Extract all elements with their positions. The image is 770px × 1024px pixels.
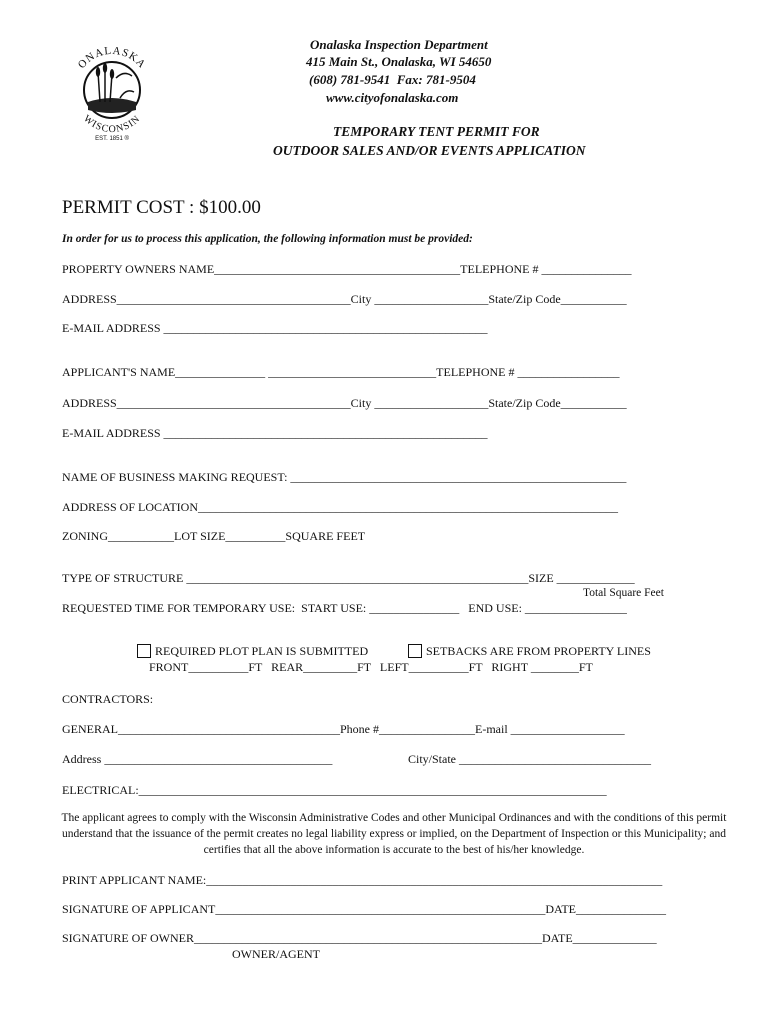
seal-bottom-text: WISCONSIN xyxy=(81,113,143,136)
instructions-text: In order for us to process this application, the following information must be provided: xyxy=(62,233,473,245)
svg-text:WISCONSIN xyxy=(81,113,143,135)
applicant-address-field[interactable]: ADDRESS_______________________________________City ___________________State/Zip Code___________ xyxy=(62,396,627,410)
owner-name-field[interactable]: PROPERTY OWNERS NAME_________________________________________TELEPHONE # _______________ xyxy=(62,262,632,276)
seal-est-text: EST. 1851 ® xyxy=(95,136,129,142)
owner-email-field[interactable]: E-MAIL ADDRESS ______________________________________________________ xyxy=(62,321,488,335)
setback-dimensions-field[interactable]: FRONT__________FT REAR_________FT LEFT__________FT RIGHT ________FT xyxy=(149,660,593,674)
plot-plan-label: REQUIRED PLOT PLAN IS SUBMITTED xyxy=(155,644,369,658)
print-applicant-name-field[interactable]: PRINT APPLICANT NAME:____________________________________________________________________________ xyxy=(62,873,663,887)
owner-signature-field[interactable]: SIGNATURE OF OWNER__________________________________________________________DATE______________ xyxy=(62,931,657,945)
setbacks-label: SETBACKS ARE FROM PROPERTY LINES xyxy=(426,644,651,658)
setbacks-option[interactable] xyxy=(402,630,651,658)
plot-plan-option[interactable] xyxy=(131,630,368,658)
zoning-lot-size-field[interactable]: ZONING___________LOT SIZE__________SQUARE FEET xyxy=(62,529,366,543)
seal-top-text: ONALASKA xyxy=(75,44,149,72)
contractors-heading: CONTRACTORS: xyxy=(62,692,154,706)
contractor-city-state-field[interactable]: City/State ________________________________ xyxy=(408,752,651,766)
total-square-feet-label: Total Square Feet xyxy=(583,587,664,599)
electrical-contractor-field[interactable]: ELECTRICAL:______________________________________________________________________________ xyxy=(62,783,607,797)
svg-text:ONALASKA xyxy=(76,45,148,71)
business-name-field[interactable]: NAME OF BUSINESS MAKING REQUEST: ________________________________________________________ xyxy=(62,470,627,484)
applicant-signature-field[interactable]: SIGNATURE OF APPLICANT_______________________________________________________DATE_______________ xyxy=(62,902,667,916)
owner-address-field[interactable]: ADDRESS_______________________________________City ___________________State/Zip Code___________ xyxy=(62,292,627,306)
dept-name: Onalaska Inspection Department xyxy=(310,37,488,52)
agreement-statement: The applicant agrees to comply with the Wisconsin Administrative Codes and other Municipal Ordinances and with the conditions of this permit understand that the issuance of the permit creates no legal liability express or implied, on the Department of Inspection or this Municipality; and certifies that all the above information is accurate to the best of his/her knowledge. xyxy=(61,812,727,856)
dept-website: www.cityofonalaska.com xyxy=(326,90,459,105)
requested-time-field[interactable]: REQUESTED TIME FOR TEMPORARY USE: START USE: _______________ END USE: _________________ xyxy=(62,601,627,615)
permit-cost: PERMIT COST : $100.00 xyxy=(62,197,261,218)
dept-phone-fax: (608) 781-9541 Fax: 781-9504 xyxy=(309,72,476,87)
applicant-name-field[interactable]: APPLICANT'S NAME_______________ ____________________________TELEPHONE # _________________ xyxy=(62,365,620,379)
dept-address: 415 Main St., Onalaska, WI 54650 xyxy=(306,54,492,69)
applicant-email-field[interactable]: E-MAIL ADDRESS ______________________________________________________ xyxy=(62,426,488,440)
form-title-line1: TEMPORARY TENT PERMIT FOR xyxy=(333,124,540,139)
form-title-line2: OUTDOOR SALES AND/OR EVENTS APPLICATION xyxy=(273,143,586,158)
city-seal-logo xyxy=(62,32,162,148)
plot-plan-checkbox[interactable] xyxy=(137,644,151,658)
setbacks-checkbox[interactable] xyxy=(408,644,422,658)
structure-type-field[interactable]: TYPE OF STRUCTURE _________________________________________________________SIZE _____________ xyxy=(62,571,635,585)
contractor-address-field[interactable]: Address ______________________________________ xyxy=(62,752,333,766)
owner-agent-label: OWNER/AGENT xyxy=(232,947,320,961)
location-address-field[interactable]: ADDRESS OF LOCATION______________________________________________________________________ xyxy=(62,500,619,514)
general-contractor-field[interactable]: GENERAL_____________________________________Phone #________________E-mail ___________________ xyxy=(62,722,625,736)
